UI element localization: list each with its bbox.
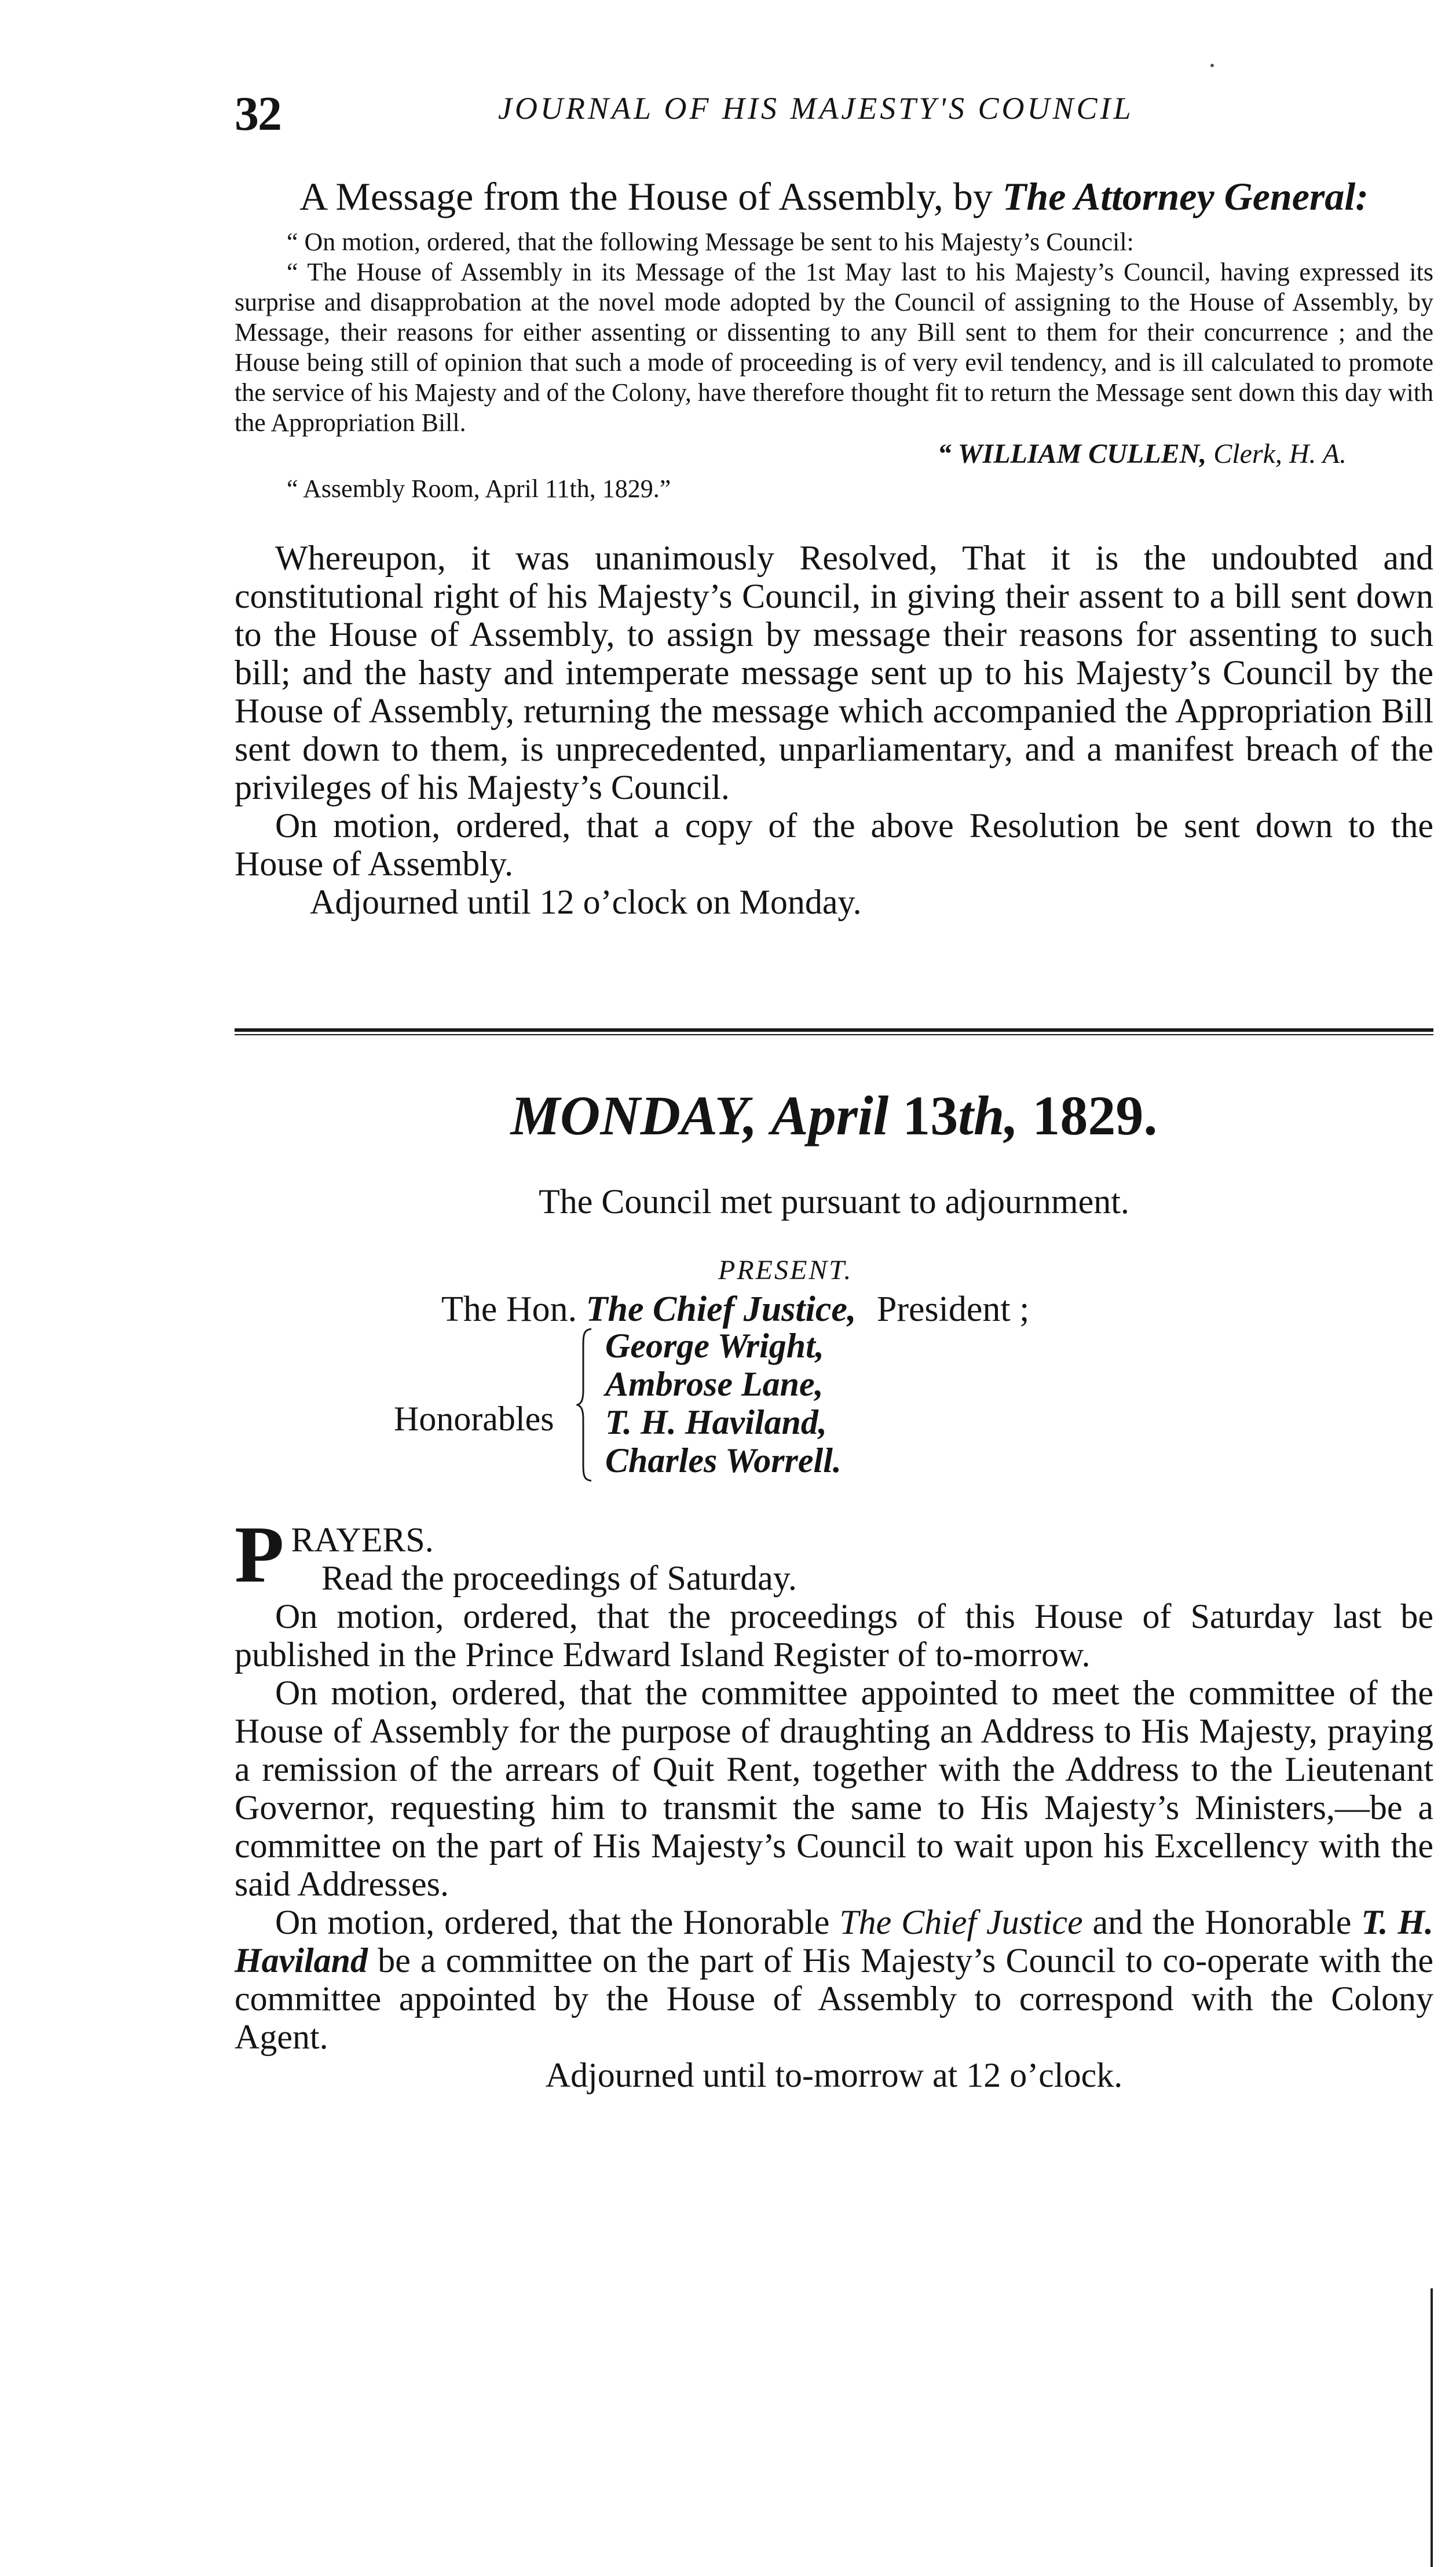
proceedings-section bbox=[235, 1510, 1433, 2094]
day-date-suffix: th, bbox=[958, 1085, 1019, 1146]
day-year: 1829. bbox=[1032, 1085, 1158, 1146]
message-intro bbox=[235, 174, 1433, 220]
day-heading bbox=[235, 1083, 1433, 1148]
prayers-text: RAYERS. bbox=[291, 1521, 434, 1559]
print-speck bbox=[1210, 64, 1214, 67]
drop-cap: P bbox=[235, 1510, 284, 1600]
president-label: President ; bbox=[876, 1290, 1030, 1329]
page-header bbox=[235, 86, 1439, 144]
motion-text: and the Honorable bbox=[1082, 1903, 1362, 1941]
motion-text: On motion, ordered, that the Honorable bbox=[275, 1903, 840, 1941]
present-label: PRESENT. bbox=[718, 1255, 853, 1286]
day-name: MONDAY, bbox=[510, 1085, 758, 1146]
page-number: 32 bbox=[235, 87, 281, 141]
member-name: Charles Worrell. bbox=[605, 1441, 842, 1480]
running-title: JOURNAL OF HIS MAJESTY'S COUNCIL bbox=[498, 91, 1134, 126]
message-paragraph: “ The House of Assembly in its Message of the 1st May last to his Majesty’s Council, having expressed its surprise and disapprobation at the novel mode adopted by the Council of assigning to the House of Assembly, by Message, their reasons for either assenting or dissenting to any Bill sent to them for their concurrence ; and the House being still of opinion that such a mode of proceeding is of very evil tendency, and is ill calculated to promote the service of his Majesty and of the Colony, have therefore thought fit to return the Message sent down this day with the Appropriation Bill. bbox=[235, 258, 1433, 437]
met-pursuant: The Council met pursuant to adjournment. bbox=[539, 1182, 1129, 1221]
message-intro-text: A Message from the House of Assembly, by bbox=[299, 174, 1003, 218]
message-line-1: “ On motion, ordered, that the following Message be sent to his Majesty’s Council: bbox=[287, 228, 1134, 256]
adjourned-tomorrow: Adjourned until to-morrow at 12 o’clock. bbox=[545, 2056, 1123, 2094]
resolution-section bbox=[235, 539, 1433, 921]
motion-chief-justice: The Chief Justice bbox=[839, 1903, 1083, 1941]
chief-justice: The Chief Justice, bbox=[586, 1290, 857, 1329]
hon-prefix: The Hon. bbox=[441, 1290, 577, 1329]
read-proceedings: Read the proceedings of Saturday. bbox=[321, 1559, 797, 1597]
presiding-line bbox=[441, 1289, 1029, 1330]
motion-register: On motion, ordered, that the proceedings of this House of Saturday last be published in the Prince Edward Island Register of to-morrow. bbox=[235, 1597, 1433, 1674]
motion-text: be a committee on the part of His Majesty’s Council to co-operate with the committee appointed by the House of Assembly to correspond with the Colony Agent. bbox=[235, 1941, 1433, 2056]
adjourned-monday: Adjourned until 12 o’clock on Monday. bbox=[310, 883, 862, 921]
section-divider bbox=[235, 1028, 1433, 1035]
motion-quit-rent: On motion, ordered, that the committee appointed to meet the committee of the House of Assembly for the purpose of draughting an Address to His Majesty, praying a remission of the arrears of Quit Rent, together with the Address to the Lieutenant Governor, requesting him to transmit the same to His Majesty’s Ministers,—be a committee on the part of His Majesty’s Council to wait upon his Excellency with the said Addresses. bbox=[235, 1674, 1433, 1903]
member-name: Ambrose Lane, bbox=[605, 1365, 824, 1403]
day-date: 13th, bbox=[902, 1085, 1019, 1146]
member-list bbox=[605, 1327, 842, 1480]
motion-haviland: T. H. Haviland bbox=[235, 1903, 1433, 1980]
copy-order: On motion, ordered, that a copy of the above Resolution be sent down to the House of Assembly. bbox=[235, 806, 1433, 883]
brace-icon bbox=[576, 1327, 594, 1483]
page-edge-line bbox=[1431, 2288, 1433, 2567]
member-name: T. H. Haviland, bbox=[605, 1403, 827, 1441]
message-from: The Attorney General: bbox=[1002, 174, 1369, 218]
assembly-message bbox=[235, 227, 1433, 504]
signature-title: Clerk, H. A. bbox=[1206, 439, 1347, 469]
honorables-label: Honorables bbox=[394, 1400, 554, 1438]
message-signature bbox=[235, 439, 1433, 469]
message-date-line: “ Assembly Room, April 11th, 1829.” bbox=[287, 474, 671, 503]
signature-name: “ WILLIAM CULLEN, bbox=[937, 439, 1207, 469]
motion-colony-agent bbox=[235, 1903, 1433, 2056]
member-name: George Wright, bbox=[605, 1327, 824, 1365]
day-month: April bbox=[771, 1085, 889, 1146]
resolution-paragraph: Whereupon, it was unanimously Resolved, That it is the undoubted and constitutional right of his Majesty’s Council, in giving their assent to a bill sent down to the House of Assembly, to assign by message their reasons for assenting to such bill; and the hasty and intemperate message sent up to his Majesty’s Council by the House of Assembly, returning the message which accompanied the Appropriation Bill sent down to them, is unprecedented, unparliamentary, and a manifest breach of the privileges of his Majesty’s Council. bbox=[235, 539, 1433, 806]
